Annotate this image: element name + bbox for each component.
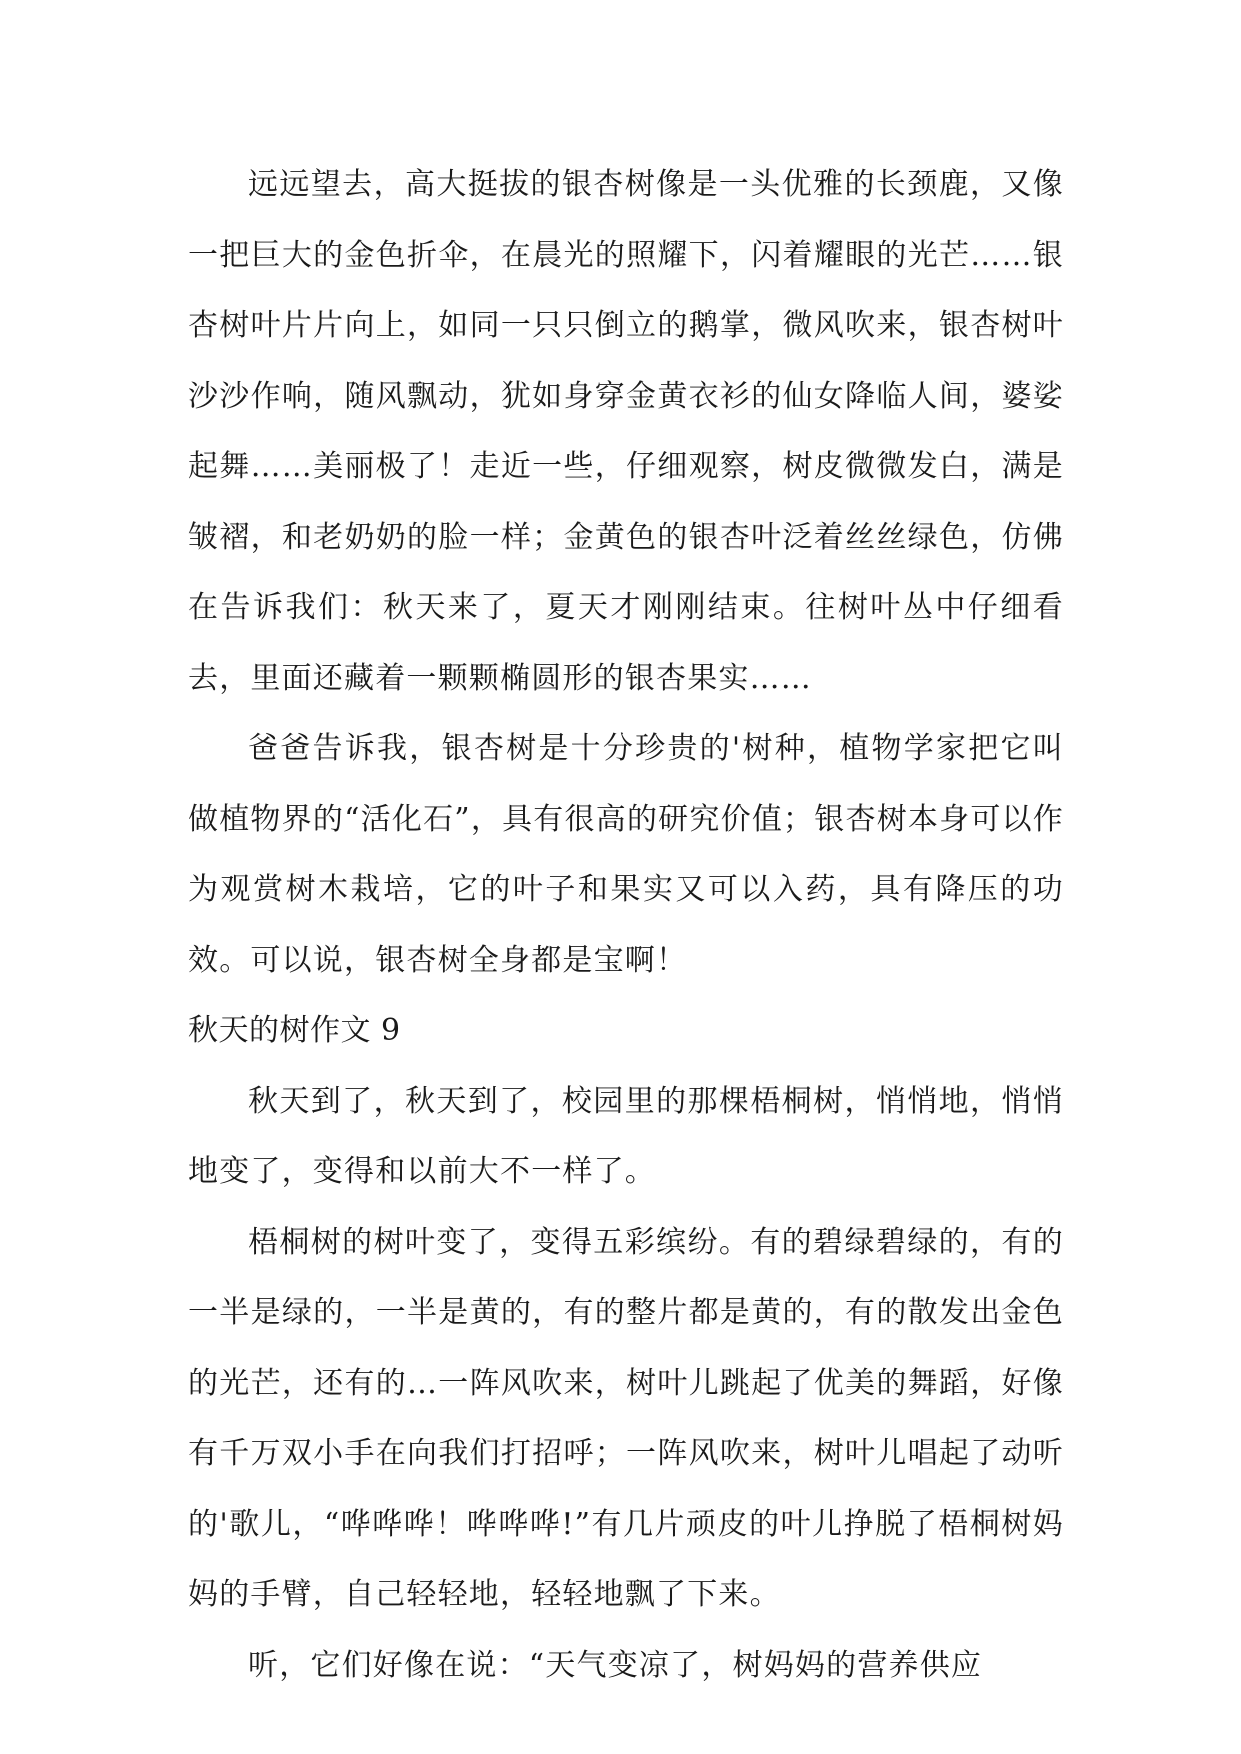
paragraph-ginkgo-value: 爸爸告诉我，银杏树是十分珍贵的'树种，植物学家把它叫做植物界的“活化石”，具有很高的研究价值；银杏树本身可以作为观赏树木栽培，它的叶子和果实又可以入药，具有降压的功效。可以说，银杏树全身都是宝啊！ [188,731,1064,978]
document-page [188,150,1064,1701]
paragraph-leaves-speak: 听，它们好像在说：“天气变凉了，树妈妈的营养供应 [248,1647,983,1683]
paragraph-ginkgo-description: 远远望去，高大挺拔的银杏树像是一头优雅的长颈鹿，又像一把巨大的金色折伞，在晨光的照耀下，闪着耀眼的光芒……银杏树叶片片向上，如同一只只倒立的鹅掌，微风吹来，银杏树叶沙沙作响，随风飘动，犹如身穿金黄衣衫的仙女降临人间，婆娑起舞……美丽极了！走近一些，仔细观察，树皮微微发白，满是皱褶，和老奶奶的脸一样；金黄色的银杏叶泛着丝丝绿色，仿佛在告诉我们：秋天来了，夏天才刚刚结束。往树叶丛中仔细看去，里面还藏着一颗颗椭圆形的银杏果实…… [188,167,1064,696]
paragraph-autumn-arrives: 秋天到了，秋天到了，校园里的那棵梧桐树，悄悄地，悄悄地变了，变得和以前大不一样了。 [188,1083,1064,1189]
paragraph-leaves-change: 梧桐树的树叶变了，变得五彩缤纷。有的碧绿碧绿的，有的一半是绿的，一半是黄的，有的整片都是黄的，有的散发出金色的光芒，还有的…一阵风吹来，树叶儿跳起了优美的舞蹈，好像有千万双小手在向我们打招呼；一阵风吹来，树叶儿唱起了动听的'歌儿，“哗哗哗！哗哗哗!”有几片顽皮的叶儿挣脱了梧桐树妈妈的手臂，自己轻轻地，轻轻地飘了下来。 [188,1224,1064,1612]
section-heading: 秋天的树作文 9 [188,1013,401,1048]
